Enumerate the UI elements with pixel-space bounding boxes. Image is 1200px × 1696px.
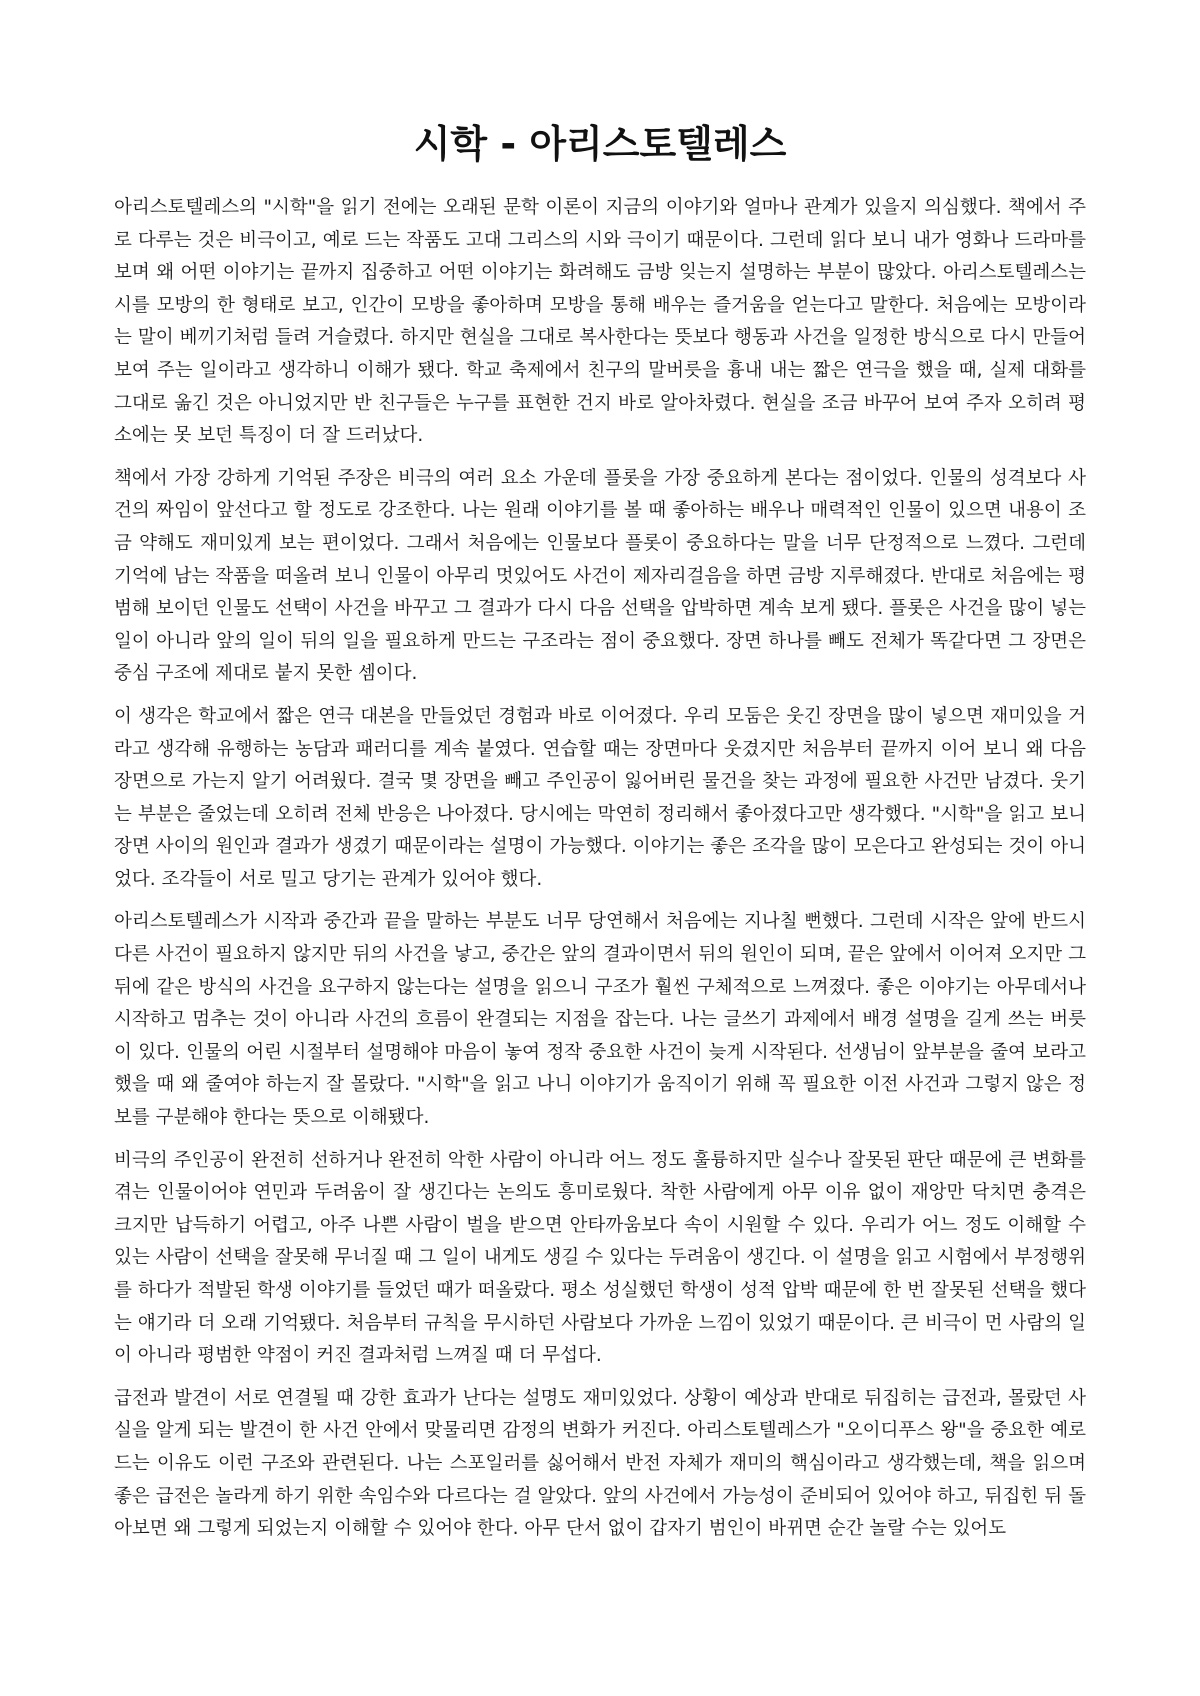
paragraph-2: 책에서 가장 강하게 기억된 주장은 비극의 여러 요소 가운데 플롯을 가장 중요하게 본다는 점이었다. 인물의 성격보다 사건의 짜임이 앞선다고 할 정도로 강조한다. 나는 원래 이야기를 볼 때 좋아하는 배우나 매력적인 인물이 있으면 내용이 조금 약해도 재미있게 보는 편이었다. 그래서 처음에는 인물보다 플롯이 중요하다는 말을 너무 단정적으로 느꼈다. 그런데 기억에 남는 작품을 떠올려 보니 인물이 아무리 멋있어도 사건이 제자리걸음을 하면 금방 지루해졌다. 반대로 처음에는 평범해 보이던 인물도 선택이 사건을 바꾸고 그 결과가 다시 다음 선택을 압박하면 계속 보게 됐다. 플롯은 사건을 많이 넣는 일이 아니라 앞의 일이 뒤의 일을 필요하게 만드는 구조라는 점이 중요했다. 장면 하나를 빼도 전체가 똑같다면 그 장면은 중심 구조에 제대로 붙지 못한 셈이다. bbox=[114, 467, 1086, 685]
document-title: 시학 - 아리스토텔레스 bbox=[413, 122, 787, 166]
paragraph-3: 이 생각은 학교에서 짧은 연극 대본을 만들었던 경험과 바로 이어졌다. 우리 모둠은 웃긴 장면을 많이 넣으면 재미있을 거라고 생각해 유행하는 농담과 패러디를 계속 붙였다. 연습할 때는 장면마다 웃겼지만 처음부터 끝까지 이어 보니 왜 다음 장면으로 가는지 알기 어려웠다. 결국 몇 장면을 빼고 주인공이 잃어버린 물건을 찾는 과정에 필요한 사건만 남겼다. 웃기는 부분은 줄었는데 오히려 전체 반응은 나아졌다. 당시에는 막연히 정리해서 좋아졌다고만 생각했다. "시학"을 읽고 보니 장면 사이의 원인과 결과가 생겼기 때문이라는 설명이 가능했다. 이야기는 좋은 조각을 많이 모은다고 완성되는 것이 아니었다. 조각들이 서로 밀고 당기는 관계가 있어야 했다. bbox=[114, 705, 1086, 890]
paragraph-6: 급전과 발견이 서로 연결될 때 강한 효과가 난다는 설명도 재미있었다. 상황이 예상과 반대로 뒤집히는 급전과, 몰랐던 사실을 알게 되는 발견이 한 사건 안에서 맞물리면 감정의 변화가 커진다. 아리스토텔레스가 "오이디푸스 왕"을 중요한 예로 드는 이유도 이런 구조와 관련된다. 나는 스포일러를 싫어해서 반전 자체가 재미의 핵심이라고 생각했는데, 책을 읽으며 좋은 급전은 놀라게 하기 위한 속임수와 다르다는 걸 알았다. 앞의 사건에서 가능성이 준비되어 있어야 하고, 뒤집힌 뒤 돌아보면 왜 그렇게 되었는지 이해할 수 있어야 한다. 아무 단서 없이 갑자기 범인이 바뀌면 순간 놀랄 수는 있어도 bbox=[114, 1387, 1086, 1540]
paragraph-1: 아리스토텔레스의 "시학"을 읽기 전에는 오래된 문학 이론이 지금의 이야기와 얼마나 관계가 있을지 의심했다. 책에서 주로 다루는 것은 비극이고, 예로 드는 작품도 고대 그리스의 시와 극이기 때문이다. 그런데 읽다 보니 내가 영화나 드라마를 보며 왜 어떤 이야기는 끝까지 집중하고 어떤 이야기는 화려해도 금방 잊는지 설명하는 부분이 많았다. 아리스토텔레스는 시를 모방의 한 형태로 보고, 인간이 모방을 좋아하며 모방을 통해 배우는 즐거움을 얻는다고 말한다. 처음에는 모방이라는 말이 베끼기처럼 들려 거슬렸다. 하지만 현실을 그대로 복사한다는 뜻보다 행동과 사건을 일정한 방식으로 다시 만들어 보여 주는 일이라고 생각하니 이해가 됐다. 학교 축제에서 친구의 말버릇을 흉내 내는 짧은 연극을 했을 때, 실제 대화를 그대로 옮긴 것은 아니었지만 반 친구들은 누구를 표현한 건지 바로 알아차렸다. 현실을 조금 바꾸어 보여 주자 오히려 평소에는 못 보던 특징이 더 잘 드러났다. bbox=[114, 197, 1086, 447]
paragraph-4: 아리스토텔레스가 시작과 중간과 끝을 말하는 부분도 너무 당연해서 처음에는 지나칠 뻔했다. 그런데 시작은 앞에 반드시 다른 사건이 필요하지 않지만 뒤의 사건을 낳고, 중간은 앞의 결과이면서 뒤의 원인이 되며, 끝은 앞에서 이어져 오지만 그 뒤에 같은 방식의 사건을 요구하지 않는다는 설명을 읽으니 구조가 훨씬 구체적으로 느껴졌다. 좋은 이야기는 아무데서나 시작하고 멈추는 것이 아니라 사건의 흐름이 완결되는 지점을 잡는다. 나는 글쓰기 과제에서 배경 설명을 길게 쓰는 버릇이 있다. 인물의 어린 시절부터 설명해야 마음이 놓여 정작 중요한 사건이 늦게 시작된다. 선생님이 앞부분을 줄여 보라고 했을 때 왜 줄여야 하는지 잘 몰랐다. "시학"을 읽고 나니 이야기가 움직이기 위해 꼭 필요한 이전 사건과 그렇지 않은 정보를 구분해야 한다는 뜻으로 이해됐다. bbox=[114, 911, 1086, 1129]
paragraph-5: 비극의 주인공이 완전히 선하거나 완전히 악한 사람이 아니라 어느 정도 훌륭하지만 실수나 잘못된 판단 때문에 큰 변화를 겪는 인물이어야 연민과 두려움이 잘 생긴다는 논의도 흥미로웠다. 착한 사람에게 아무 이유 없이 재앙만 닥치면 충격은 크지만 납득하기 어렵고, 아주 나쁜 사람이 벌을 받으면 안타까움보다 속이 시원할 수 있다. 우리가 어느 정도 이해할 수 있는 사람이 선택을 잘못해 무너질 때 그 일이 내게도 생길 수 있다는 두려움이 생긴다. 이 설명을 읽고 시험에서 부정행위를 하다가 적발된 학생 이야기를 들었던 때가 떠올랐다. 평소 성실했던 학생이 성적 압박 때문에 한 번 잘못된 선택을 했다는 얘기라 더 오래 기억됐다. 처음부터 규칙을 무시하던 사람보다 가까운 느낌이 있었기 때문이다. 큰 비극이 먼 사람의 일이 아니라 평범한 약점이 커진 결과처럼 느껴질 때 더 무섭다. bbox=[114, 1149, 1086, 1367]
